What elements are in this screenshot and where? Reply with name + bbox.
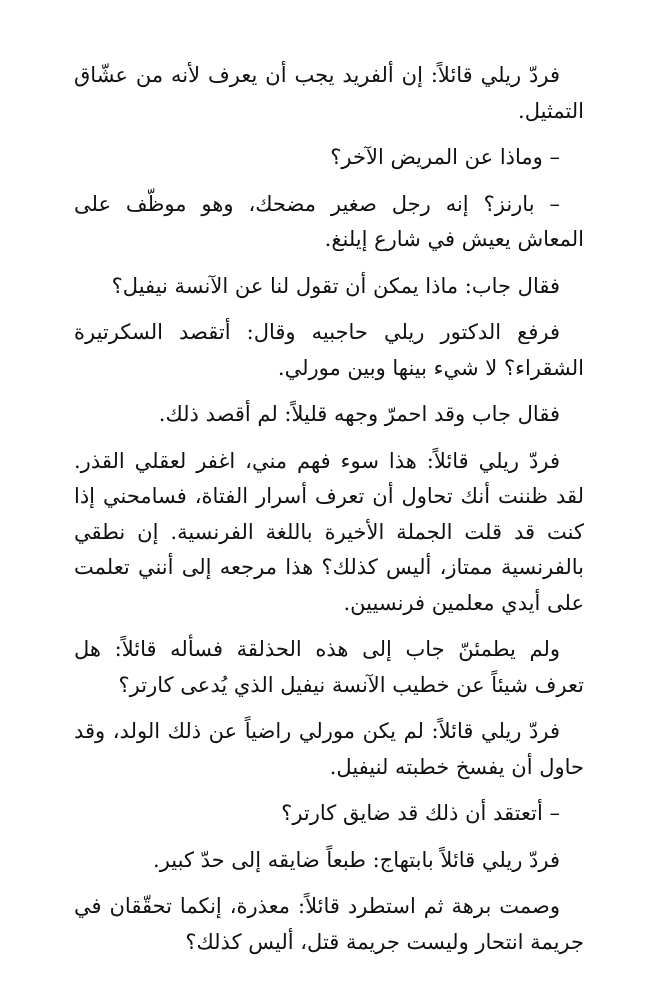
paragraph: فقال جاب: ماذا يمكن أن تقول لنا عن الآنسة نيفيل؟ — [111, 273, 560, 298]
paragraph: فردّ ريلي قائلاً: إن ألفريد يجب أن يعرف لأنه من عشّاق التمثيل. — [74, 63, 584, 123]
paragraph: فردّ ريلي قائلاً: لم يكن مورلي راضياً عن ذلك الولد، وقد حاول أن يفسخ خطبته لنيفيل. — [74, 719, 584, 779]
paragraph: – بارنز؟ إنه رجل صغير مضحك، وهو موظّف على المعاش يعيش في شارع إيلنغ. — [74, 191, 584, 251]
paragraph: وصمت برهة ثم استطرد قائلاً: معذرة، إنكما تحقّقان في جريمة انتحار وليست جريمة قتل، أليس كذلك؟ — [74, 894, 584, 954]
paragraph: ولم يطمئنّ جاب إلى هذه الحذلقة فسأله قائلاً: هل تعرف شيئاً عن خطيب الآنسة نيفيل الذي يُدعى كارتر؟ — [74, 637, 584, 697]
paragraph: فرفع الدكتور ريلي حاجبيه وقال: أتقصد السكرتيرة الشقراء؟ لا شيء بينها وبين مورلي. — [74, 320, 584, 380]
paragraph: فقال جاب وقد احمرّ وجهه قليلاً: لم أقصد ذلك. — [158, 402, 560, 426]
paragraph: – وماذا عن المريض الآخر؟ — [330, 145, 560, 169]
paragraph: – أتعتقد أن ذلك قد ضايق كارتر؟ — [281, 801, 560, 825]
paragraph: فردّ ريلي قائلاً بابتهاج: طبعاً ضايقه إلى حدّ كبير. — [153, 847, 560, 872]
paragraph: فردّ ريلي قائلاً: هذا سوء فهم مني، اغفر لعقلي القذر. لقد ظننت أنك تحاول أن تعرف أسرار الفتاة، فسامحني إذا كنت قد قلت الجملة الأخيرة باللغة الفرنسية. إن نطقي بالفرنسية ممتاز، أليس كذلك؟ هذا مرجعه إلى أنني تعلمت على أيدي معلمين فرنسيين. — [74, 448, 584, 615]
book-page-text — [74, 58, 584, 960]
